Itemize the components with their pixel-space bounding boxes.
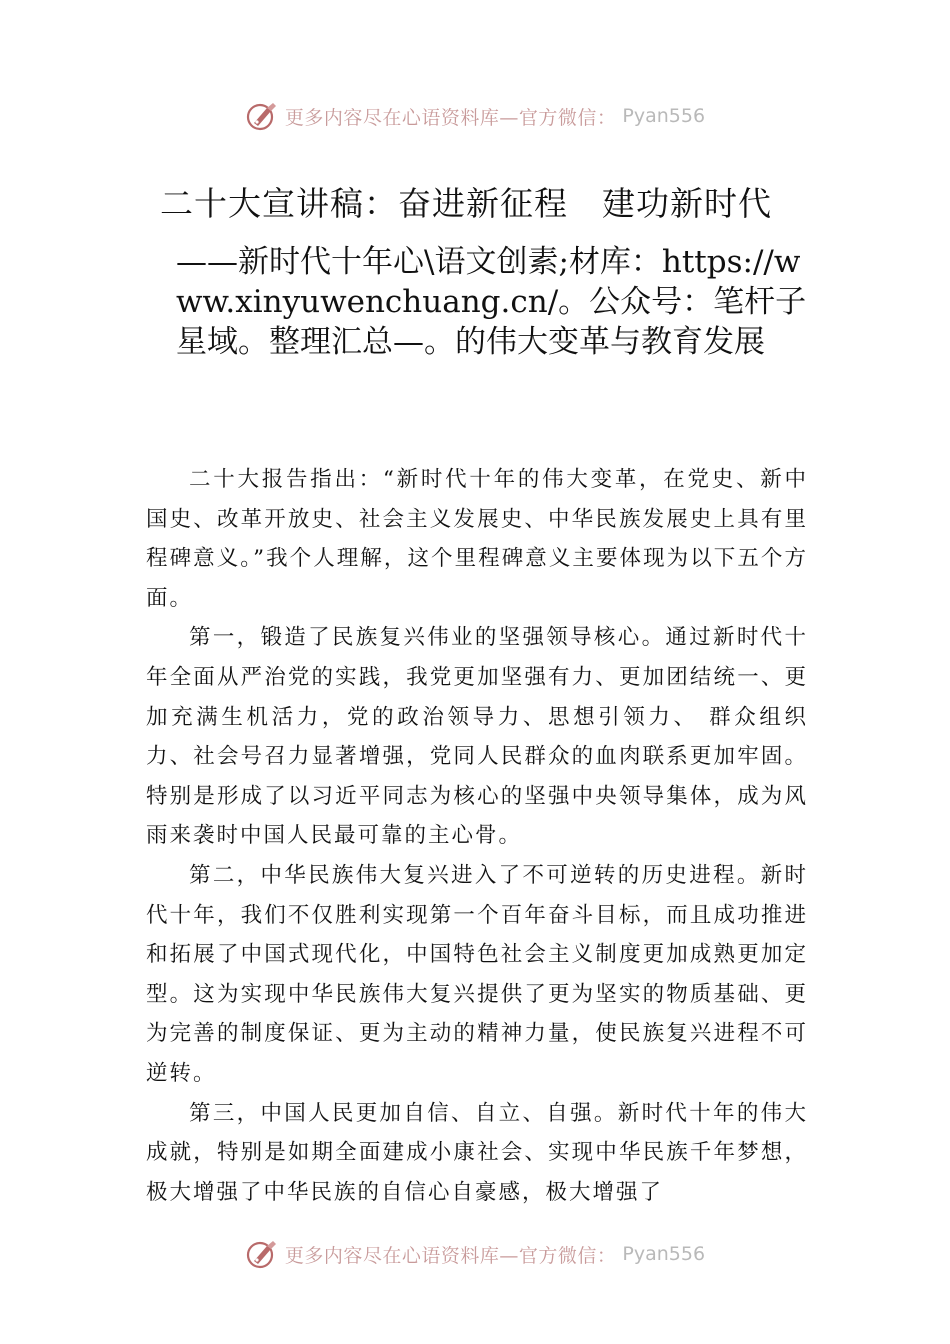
watermark-header (0, 96, 950, 136)
pen-logo-icon (245, 99, 279, 133)
document-title: 二十大宣讲稿：奋进新征程 建功新时代 (160, 184, 772, 223)
pen-logo-icon (245, 1237, 279, 1271)
paragraph-first: 第一，锻造了民族复兴伟业的坚强领导核心。通过新时代十年全面从严治党的实践，我党更加坚强有力、更加团结统一、更加充满生机活力，党的政治领导力、思想引领力、 群众组织力、社会号召力显著增强，党同人民群众的血肉联系更加牢固。特别是形成了以习近平同志为核心的坚强中央领导集体，成为风雨来袭时中国人民最可靠的主心骨。 (146, 625, 808, 849)
document-body (146, 460, 808, 1212)
watermark-handle: Pyan556 (622, 1243, 706, 1265)
watermark-text: 更多内容尽在心语资料库—官方微信： (284, 106, 617, 129)
paragraph-second: 第二，中华民族伟大复兴进入了不可逆转的历史进程。新时代十年，我们不仅胜利实现第一个百年奋斗目标，而且成功推进和拓展了中国式现代化，中国特色社会主义制度更加成熟更加定型。这为实现中华民族伟大复兴提供了更为坚实的物质基础、更为完善的制度保证、更为主动的精神力量，使民族复兴进程不可逆转。 (146, 862, 808, 1086)
watermark-handle: Pyan556 (622, 105, 706, 127)
watermark-text: 更多内容尽在心语资料库—官方微信： (284, 1244, 617, 1267)
document-subtitle: ——新时代十年心\语文创素;材库：https://www.xinyuwenchuang.cn/。公众号：笔杆子星域。整理汇总—。的伟大变革与教育发展 (176, 244, 807, 360)
paragraph-third: 第三，中国人民更加自信、自立、自强。新时代十年的伟大成就，特别是如期全面建成小康社会、实现中华民族千年梦想，极大增强了中华民族的自信心自豪感，极大增强了 (146, 1100, 808, 1205)
watermark-footer (0, 1234, 950, 1274)
paragraph-intro: 二十大报告指出：“新时代十年的伟大变革，在党史、新中国史、改革开放史、社会主义发展史、中华民族发展史上具有里程碑意义。”我个人理解，这个里程碑意义主要体现为以下五个方面。 (146, 467, 808, 611)
document-heading (160, 182, 820, 362)
